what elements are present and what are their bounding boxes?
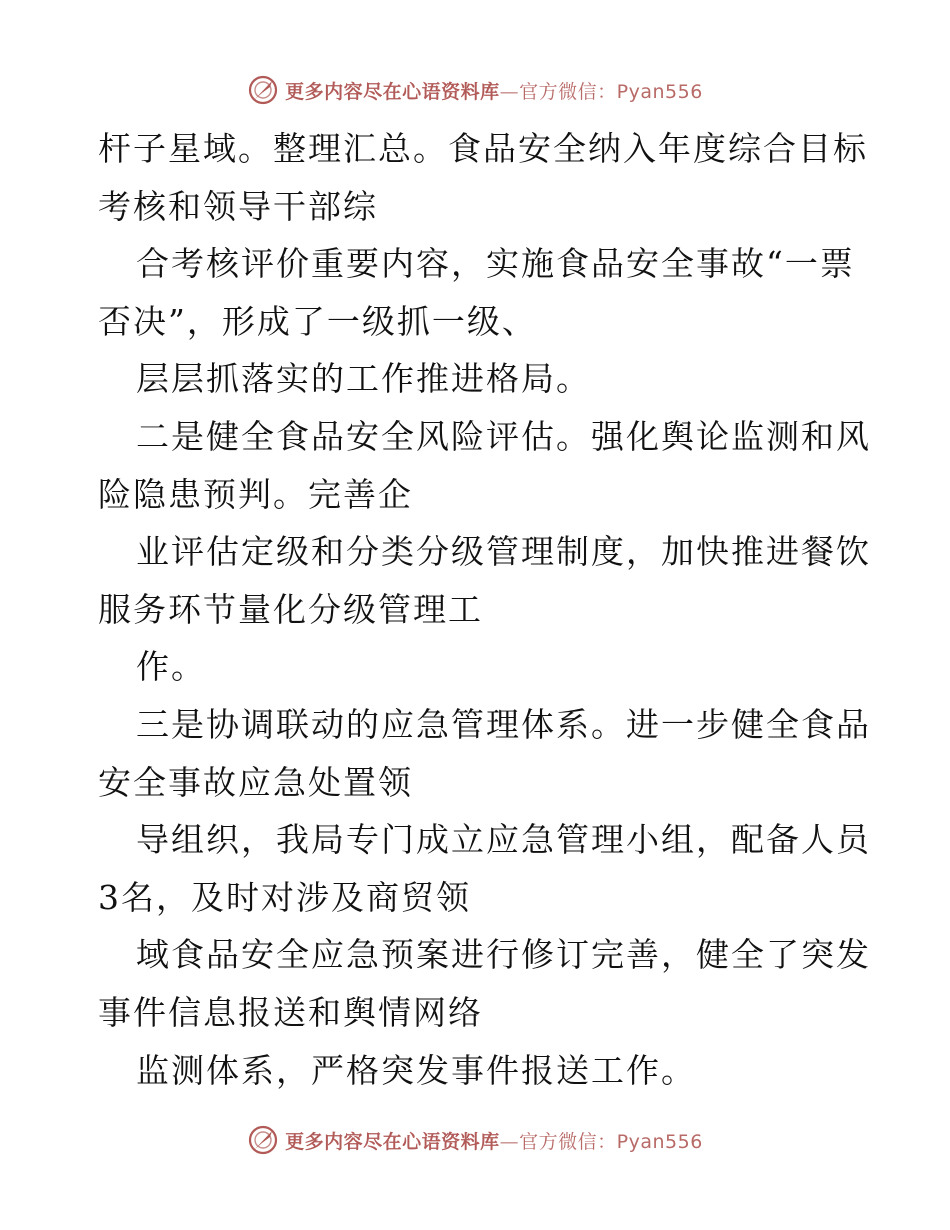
watermark-main: 更多内容尽在心语资料库 bbox=[285, 1130, 500, 1153]
text-line: 险隐患预判。完善企 bbox=[98, 474, 413, 514]
header-watermark bbox=[0, 70, 950, 110]
text-line: 服务环节量化分级管理工 bbox=[98, 589, 483, 629]
text-line: 业评估定级和分类分级管理制度，加快推进餐饮 bbox=[136, 532, 871, 572]
document-body bbox=[98, 120, 871, 1099]
text-line: 事件信息报送和舆情网络 bbox=[98, 992, 483, 1032]
text-line: 作。 bbox=[136, 647, 206, 687]
text-line: 导组织，我局专门成立应急管理小组，配备人员 bbox=[136, 820, 871, 860]
text-line: 否决”，形成了一级抓一级、 bbox=[98, 301, 537, 341]
text-line: 3名，及时对涉及商贸领 bbox=[98, 877, 471, 917]
watermark-main: 更多内容尽在心语资料库 bbox=[285, 80, 500, 103]
quill-logo-icon bbox=[247, 74, 279, 106]
text-line: 二是健全食品安全风险评估。强化舆论监测和风 bbox=[136, 416, 871, 456]
watermark-separator: — bbox=[499, 1130, 520, 1153]
watermark-separator: — bbox=[499, 80, 520, 103]
footer-watermark bbox=[0, 1120, 950, 1160]
watermark-contact: 官方微信：Pyan556 bbox=[519, 1130, 703, 1153]
text-line: 杆子星域。整理汇总。食品安全纳入年度综合目标 bbox=[98, 129, 868, 168]
text-line: 合考核评价重要内容，实施食品安全事故“一票 bbox=[136, 244, 855, 284]
watermark-contact: 官方微信：Pyan556 bbox=[519, 80, 703, 103]
text-line: 域食品安全应急预案进行修订完善，健全了突发 bbox=[136, 935, 871, 975]
quill-logo-icon bbox=[247, 1124, 279, 1156]
watermark-text bbox=[285, 1127, 703, 1154]
watermark-text bbox=[285, 77, 703, 104]
text-line: 安全事故应急处置领 bbox=[98, 762, 413, 802]
text-line: 监测体系，严格突发事件报送工作。 bbox=[136, 1050, 696, 1090]
text-line: 层层抓落实的工作推进格局。 bbox=[136, 359, 591, 399]
text-line: 考核和领导干部综 bbox=[98, 186, 378, 226]
text-line: 三是协调联动的应急管理体系。进一步健全食品 bbox=[136, 704, 871, 744]
